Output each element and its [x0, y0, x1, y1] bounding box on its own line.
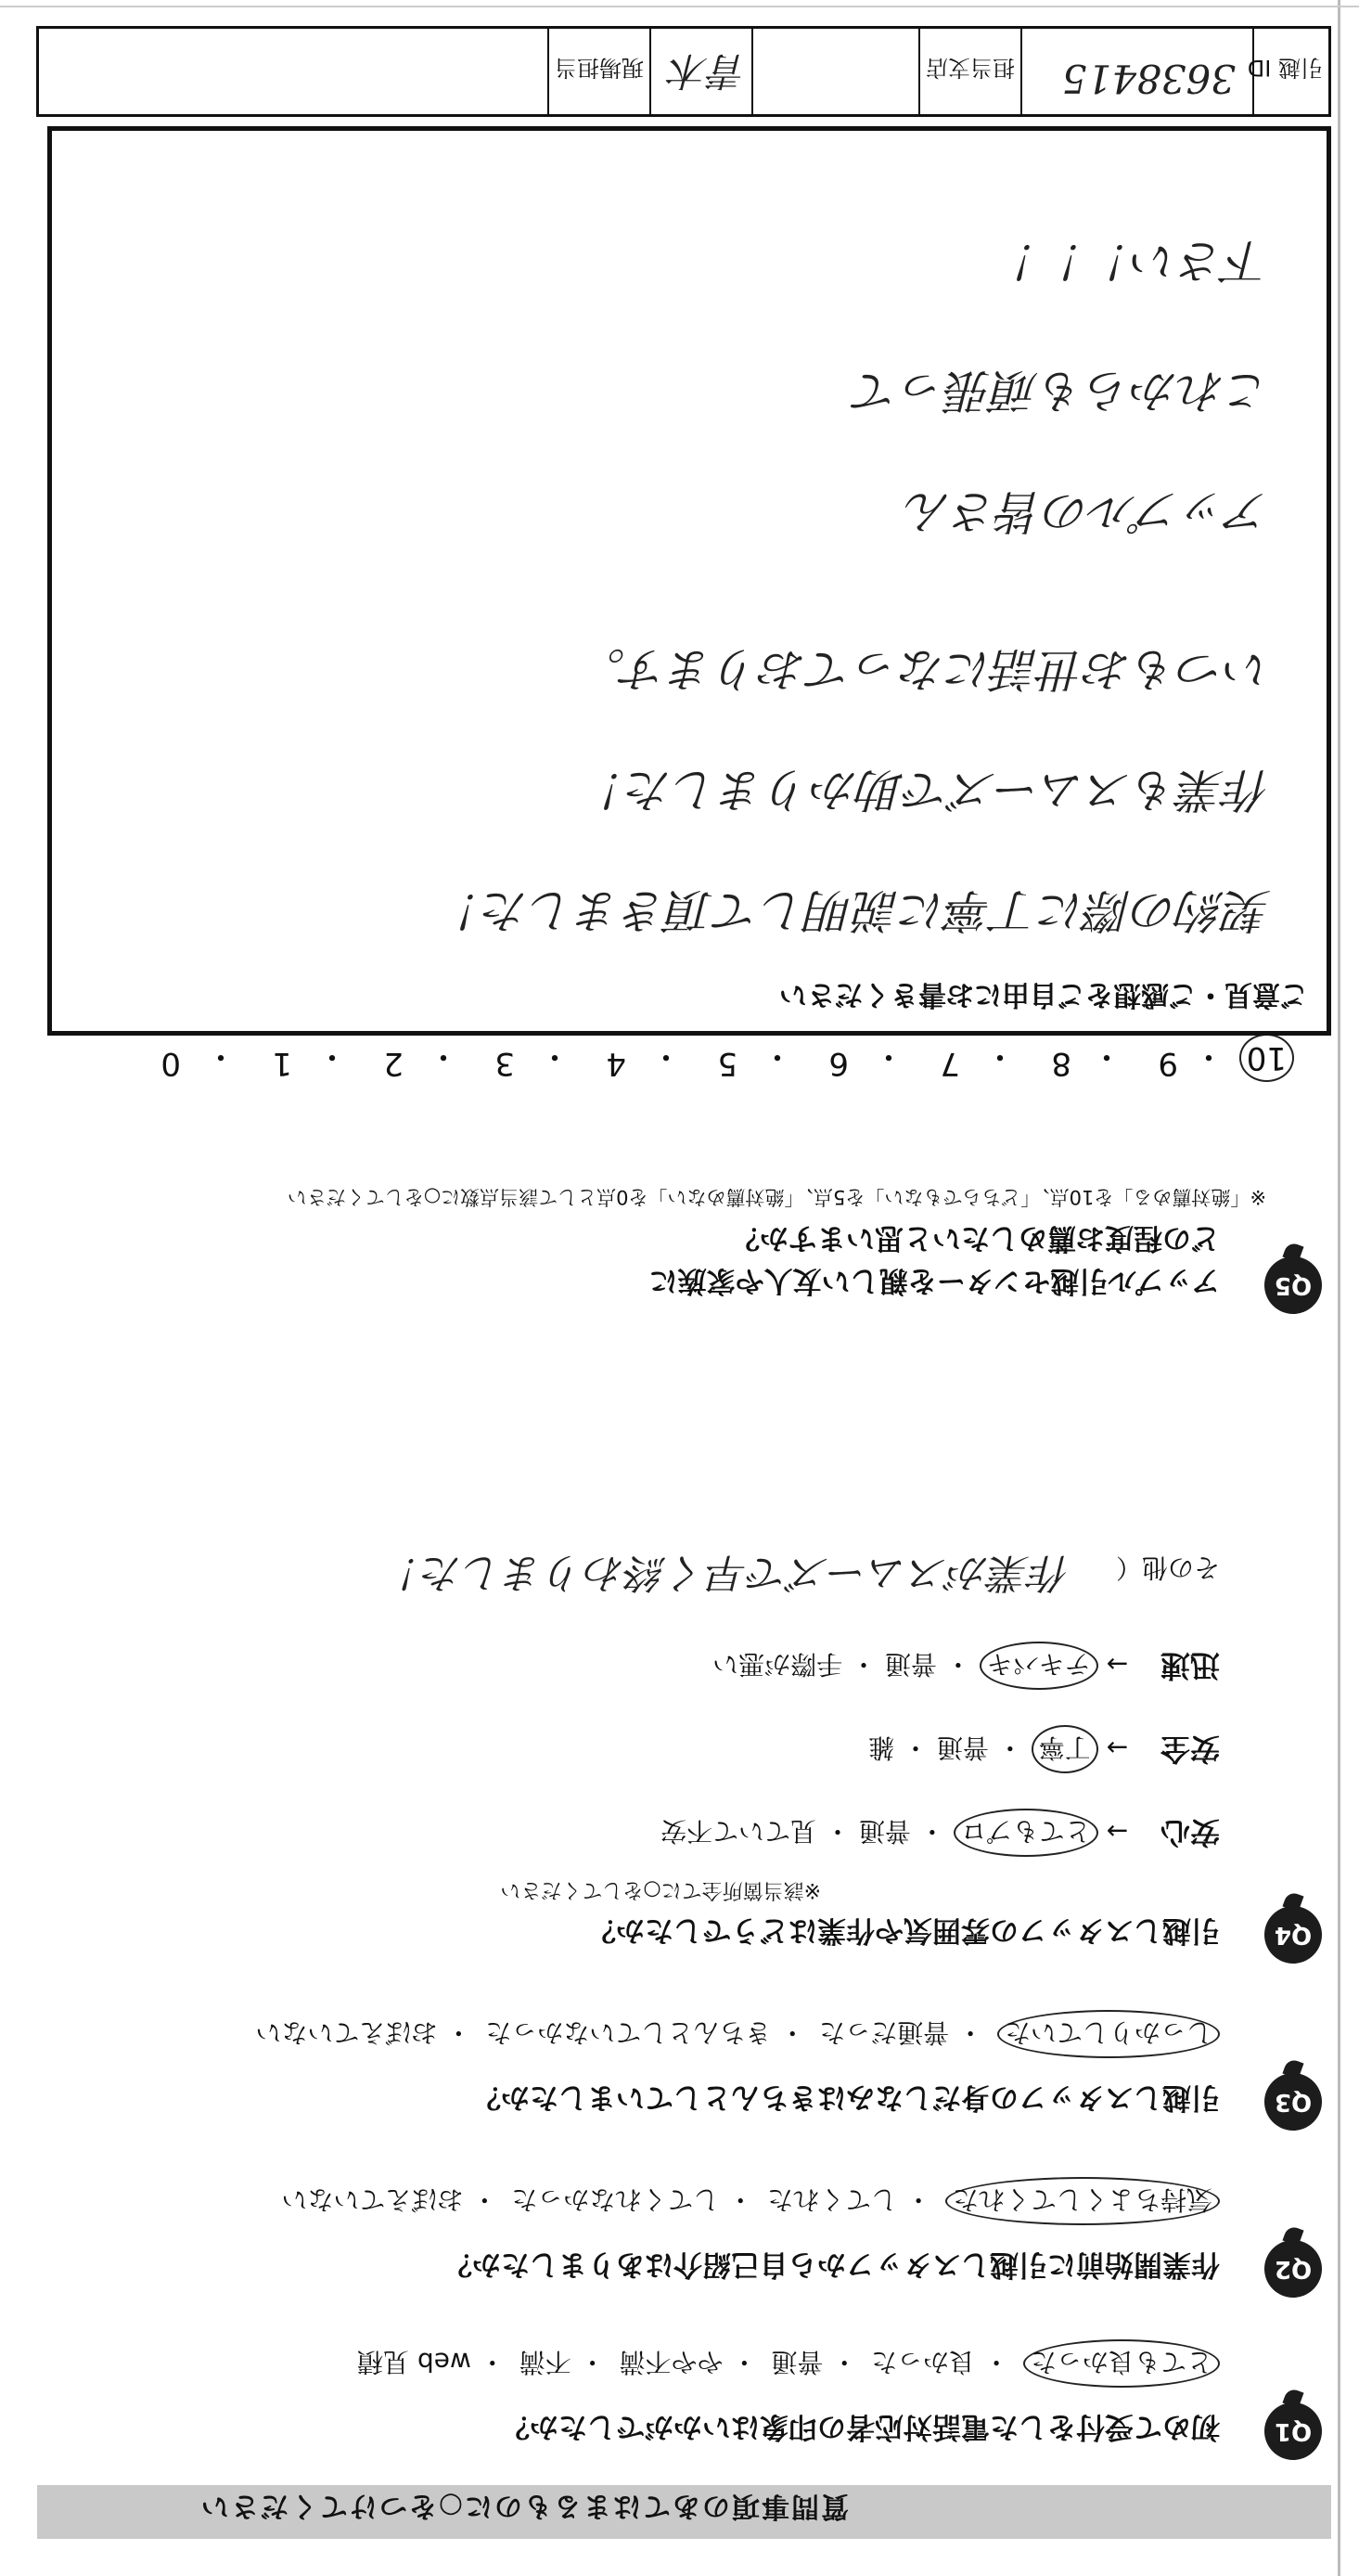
- q4-note: ※該当箇所全てに○をしてください: [500, 1878, 821, 1901]
- leader-value-cell[interactable]: [43, 29, 549, 114]
- q4-option-careful[interactable]: 丁寧: [1032, 1725, 1098, 1773]
- q2-option-pleasant[interactable]: 気持ちよくしてくれた: [945, 2177, 1220, 2225]
- comment-line: アップルの皆さん: [904, 484, 1271, 538]
- question-4: [42, 1500, 1322, 1964]
- q2-options: 気持ちよくしてくれた ・ してくれた ・ してくれなかった ・ おぼえていない: [276, 2177, 1221, 2225]
- q5-badge: Q5: [1264, 1256, 1322, 1314]
- q4-option-normal[interactable]: 普通: [936, 1732, 989, 1763]
- q5-sep: ・: [428, 1037, 459, 1075]
- q2-option-dont-remember[interactable]: おぼえていない: [281, 2184, 464, 2215]
- q4-option-normal[interactable]: 普通: [884, 1649, 937, 1680]
- comment-box[interactable]: [47, 126, 1331, 1036]
- q5-score-8[interactable]: 8: [1051, 1045, 1071, 1082]
- q3-options: しっかりしていた ・ 普通だった ・ きちんとしていなかった ・ おぼえていない: [250, 2010, 1221, 2058]
- q5-sep: ・: [984, 1037, 1016, 1075]
- comment-line: 作業もスムーズで助かりました！: [580, 763, 1271, 817]
- comment-line: 契約の際に丁寧に説明して頂きました！: [436, 883, 1271, 937]
- q4-other-handwriting[interactable]: 作業がスムーズで早く終わりました！: [380, 1549, 1071, 1596]
- q4-row-label: 安心: [1160, 1815, 1220, 1850]
- q5-score-5[interactable]: 5: [717, 1045, 737, 1082]
- q5-sep: ・: [1193, 1037, 1224, 1075]
- branch-label: 担当支店: [926, 55, 1015, 81]
- q5-sep: ・: [1091, 1037, 1122, 1075]
- comment-title: ご意見・ご感想をご自由にお書きください: [779, 978, 1308, 1011]
- q4-option-anxious[interactable]: 見ていて不安: [660, 1816, 817, 1847]
- q5-sep: ・: [205, 1037, 237, 1075]
- question-1: [42, 2349, 1322, 2460]
- leader-label-cell: [547, 29, 651, 114]
- branch-label-cell: [918, 29, 1022, 114]
- q5-note: ※「絶対薦める」を10点、「どちらでもない」を5点、「絶対薦めない」を0点として該当点数に○をしてください: [287, 1186, 1266, 1208]
- id-label-cell: [1247, 29, 1328, 114]
- q4-text: 引越しスタッフの雰囲気や作業はどうでしたか？: [587, 1913, 1220, 1947]
- q4-row-speed: 迅速 → テキパキ ・ 普通 ・ 手際が悪い: [712, 1642, 1220, 1690]
- q3-text: 引越しスタッフの身だしなみはきちんとしていましたか？: [472, 2080, 1220, 2114]
- q5-score-10[interactable]: 10: [1239, 1034, 1294, 1082]
- q4-option-normal[interactable]: 普通: [858, 1816, 911, 1847]
- q5-score-7[interactable]: 7: [940, 1045, 960, 1082]
- q5-score-0[interactable]: 0: [160, 1045, 181, 1082]
- scan-bottom-line: [0, 6, 1359, 7]
- comment-line: 下さい！！！: [993, 234, 1271, 288]
- branch-value-cell[interactable]: [751, 29, 920, 114]
- leader-label: 現場担当: [555, 55, 644, 81]
- q5-score-9[interactable]: 9: [1158, 1045, 1178, 1082]
- question-2: [42, 2186, 1322, 2298]
- q5-sep: ・: [873, 1037, 904, 1075]
- comment-line: これからも頑張って: [853, 364, 1271, 418]
- q1-option-very-good[interactable]: とても良かった: [1023, 2339, 1220, 2388]
- id-value-cell[interactable]: [1020, 29, 1254, 114]
- signature-cell[interactable]: [649, 29, 753, 114]
- q2-text: 作業開始前に引越しスタッフから自己紹介はありましたか？: [443, 2248, 1220, 2281]
- q3-badge: Q3: [1264, 2073, 1322, 2131]
- q5-sep: ・: [316, 1037, 348, 1075]
- q1-option-unsatisfied[interactable]: 不満: [519, 2347, 571, 2377]
- q3-option-neat[interactable]: しっかりしていた: [997, 2010, 1220, 2058]
- id-value: 3638415: [1061, 56, 1236, 101]
- q2-option-did[interactable]: してくれた: [767, 2184, 898, 2215]
- q1-option-good[interactable]: 良かった: [871, 2347, 976, 2377]
- q5-score-2[interactable]: 2: [383, 1045, 404, 1082]
- q1-text: 初めて受付をした電話対応者の印象はいかがでしたか？: [501, 2410, 1220, 2443]
- signature: 青木: [669, 48, 748, 94]
- id-table: [36, 26, 1331, 117]
- q5-text-line2: どの程度お薦めしたいと思いますか？: [731, 1221, 1220, 1255]
- q5-score-4[interactable]: 4: [606, 1045, 626, 1082]
- q4-row-safety: 安全 → 丁寧 ・ 普通 ・ 雑: [868, 1725, 1220, 1773]
- q4-row-label: 迅速: [1160, 1648, 1220, 1683]
- comment-line: いつもお世話になっております。: [579, 642, 1271, 696]
- q4-other-row: [380, 1547, 1220, 1606]
- q3-option-dont-remember[interactable]: おぼえていない: [255, 2017, 438, 2048]
- q5-text-line1: アップル引越センターを親しい友人や家族に: [648, 1264, 1220, 1297]
- instruction-text: 質問事項のあてはまるものに○をつけてください: [199, 2490, 849, 2522]
- q5-score-6[interactable]: 6: [828, 1045, 849, 1082]
- q3-option-not-neat[interactable]: きちんとしていなかった: [485, 2017, 772, 2048]
- q4-other-label: その他（: [1115, 1552, 1220, 1583]
- q1-badge: Q1: [1264, 2402, 1322, 2460]
- q4-option-clumsy[interactable]: 手際が悪い: [712, 1649, 843, 1680]
- scan-edge-line: [1338, 0, 1340, 2576]
- q4-option-brisk[interactable]: テキパキ: [980, 1642, 1098, 1690]
- q2-badge: Q2: [1264, 2240, 1322, 2298]
- q1-option-normal[interactable]: 普通: [771, 2347, 824, 2377]
- q5-sep: ・: [650, 1037, 682, 1075]
- q4-badge: Q4: [1264, 1906, 1322, 1964]
- question-3: [42, 2019, 1322, 2131]
- q5-sep: ・: [762, 1037, 793, 1075]
- q4-row-label: 安全: [1160, 1732, 1220, 1767]
- q4-option-pro[interactable]: とてもプロ: [954, 1809, 1098, 1857]
- q1-option-somewhat-unsatisfied[interactable]: やや不満: [619, 2347, 724, 2377]
- q4-row-safety-feel: 安心 → とてもプロ ・ 普通 ・ 見ていて不安: [660, 1809, 1220, 1857]
- q1-option-web-estimate[interactable]: web 見積: [357, 2347, 471, 2377]
- q5-score-1[interactable]: 1: [272, 1045, 292, 1082]
- instruction-band: [37, 2485, 1331, 2539]
- q5-score-3[interactable]: 3: [494, 1045, 515, 1082]
- q2-option-did-not[interactable]: してくれなかった: [511, 2184, 720, 2215]
- q5-sep: ・: [539, 1037, 571, 1075]
- id-label: 引越 ID: [1247, 55, 1323, 81]
- q1-options: とても良かった ・ 良かった ・ 普通 ・ やや不満 ・ 不満 ・ web 見積: [352, 2339, 1220, 2388]
- q3-option-normal[interactable]: 普通だった: [819, 2017, 950, 2048]
- question-5: [42, 1101, 1322, 1314]
- q4-option-rough[interactable]: 雑: [868, 1732, 895, 1763]
